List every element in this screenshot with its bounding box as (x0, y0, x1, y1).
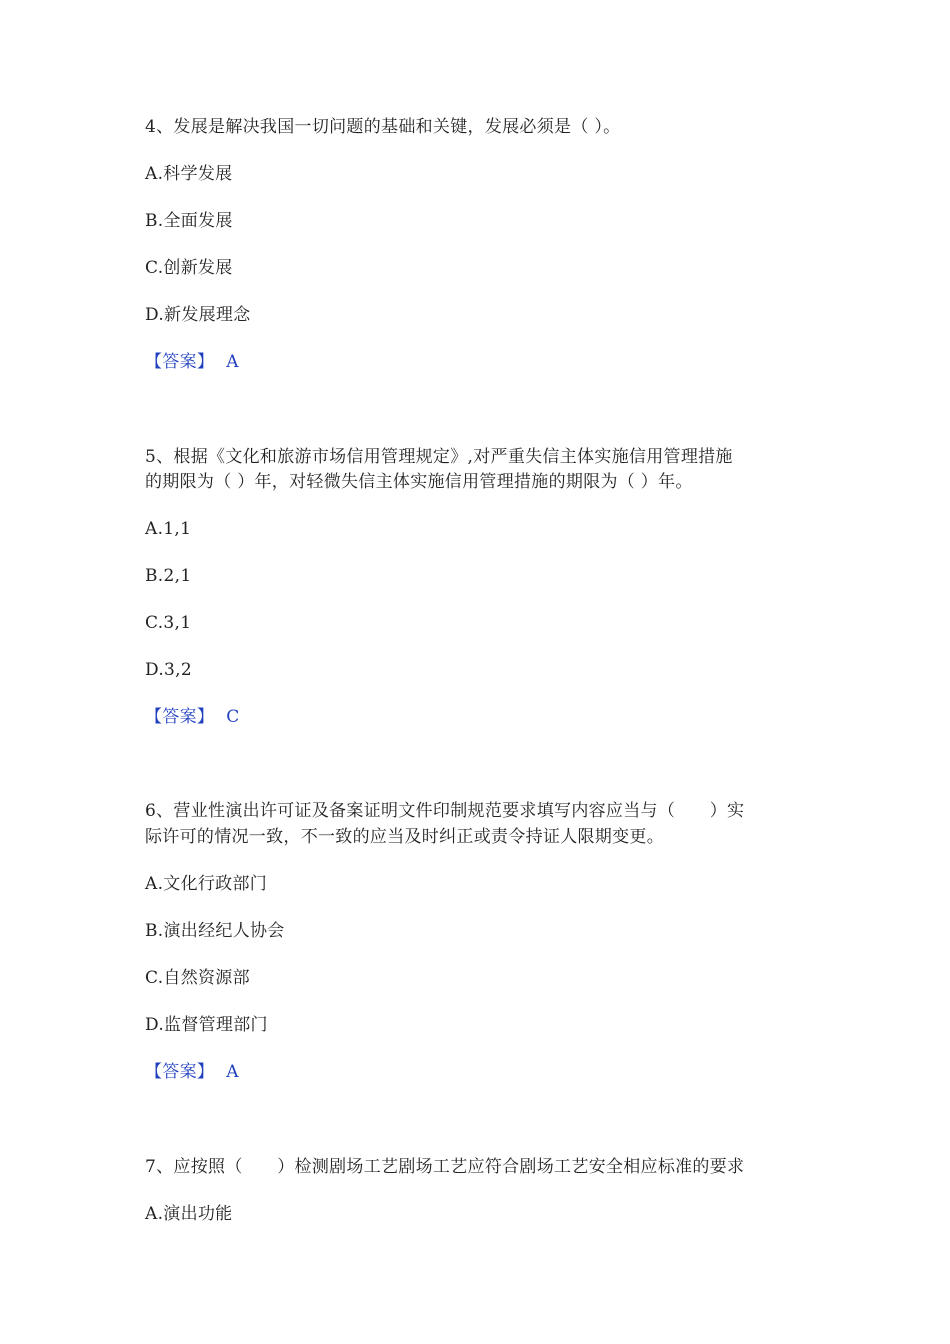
question-6-answer (145, 1060, 239, 1084)
question-7-stem: 7、应按照（ ）检测剧场工艺剧场工艺应符合剧场工艺安全相应标准的要求 (145, 1157, 745, 1177)
question-4-answer (145, 350, 239, 374)
question-5-stem-line-1: 5、根据《文化和旅游市场信用管理规定》,对严重失信主体实施信用管理措施 (145, 447, 733, 467)
question-4-stem: 4、发展是解决我国一切问题的基础和关键，发展必须是（ ）。 (145, 117, 621, 137)
question-4-option-b: B.全面发展 (145, 211, 233, 231)
question-6-option-a: A.文化行政部门 (145, 874, 268, 894)
question-6-option-b: B.演出经纪人协会 (145, 921, 285, 941)
answer-value: A (226, 352, 239, 372)
answer-label: 【答案】 (145, 352, 215, 372)
answer-label: 【答案】 (145, 707, 215, 727)
question-7-option-a: A.演出功能 (145, 1204, 233, 1224)
answer-value: C (226, 707, 240, 727)
question-6-option-d: D.监督管理部门 (145, 1015, 268, 1035)
answer-value: A (226, 1062, 239, 1082)
question-5-option-d: D.3,2 (145, 660, 192, 680)
question-5-option-c: C.3,1 (145, 613, 192, 633)
question-4-option-c: C.创新发展 (145, 258, 233, 278)
question-5-option-a: A.1,1 (145, 519, 192, 539)
question-5-option-b: B.2,1 (145, 566, 192, 586)
question-4-option-d: D.新发展理念 (145, 305, 251, 325)
question-5-answer (145, 705, 240, 729)
question-6-stem-line-1: 6、营业性演出许可证及备案证明文件印制规范要求填写内容应当与（ ）实 (145, 801, 745, 821)
question-5-stem-line-2: 的期限为（ ）年，对轻微失信主体实施信用管理措施的期限为（ ）年。 (145, 472, 693, 492)
answer-label: 【答案】 (145, 1062, 215, 1082)
question-6-stem-line-2: 际许可的情况一致，不一致的应当及时纠正或责令持证人限期变更。 (145, 827, 664, 847)
question-6-option-c: C.自然资源部 (145, 968, 250, 988)
question-4-option-a: A.科学发展 (145, 164, 233, 184)
